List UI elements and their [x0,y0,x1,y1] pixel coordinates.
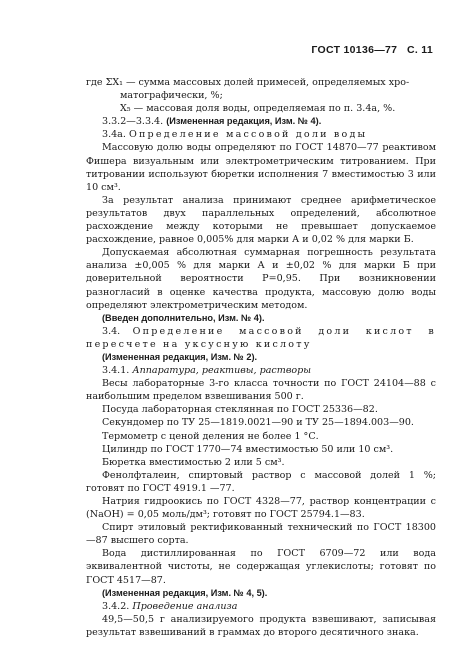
paragraph: Бюретка вместимостью 2 или 5 см³. [102,456,285,468]
section-heading: Определение массовой доли воды [128,129,368,141]
document-body [86,76,436,639]
section-number: 3.3.2—3.3.4. [102,116,167,128]
paragraph: Секундомер по ТУ 25—1819.0021—90 и ТУ 25—1894.003—90. [102,417,414,429]
paragraph [86,128,436,141]
paragraph: Цилиндр по ГОСТ 1770—74 вместимостью 50 или 10 см³. [102,443,394,455]
page-number: С. 11 [406,44,433,56]
paragraph: Фенолфталеин, спиртовый раствор с массовой долей 1 %; готовят по ГОСТ 4919.1 —77. [86,469,436,494]
section-number: 3.4.2. [102,600,133,612]
paragraph: Посуда лабораторная стеклянная по ГОСТ 25336—82. [102,404,378,416]
section-number: 3.4.1. [102,365,133,377]
amendment-note: (Введен дополнительно, Изм. № 4). [102,312,265,323]
paragraph [86,312,436,325]
paragraph [86,600,436,613]
section-number: 3.4. [102,325,133,337]
paragraph: Допускаемая абсолютная суммарная погрешность результата анализа ±0,005 % для марки А и ±0,02 % для марки Б при доверительной вероятности P=0,95. При возникновении разногласий в оценке качества продукта, массовую долю воды определяют электрометрическим методом. [86,247,436,311]
paragraph [86,325,436,351]
paragraph [86,115,436,128]
doc-ref: ГОСТ 10136—77 [311,44,398,56]
subsection-title: Аппаратура, реактивы, растворы [132,365,312,377]
paragraph: Натрия гидроокись по ГОСТ 4328—77, раствор концентрации c (NaOH) = 0,05 моль/дм³; готовят по ГОСТ 25794.1—83. [86,496,436,521]
amendment-note: (Измененная редакция, Изм. № 4). [166,116,322,127]
paragraph [86,587,436,600]
page-header [311,44,433,56]
paragraph: Спирт этиловый ректификованный технический по ГОСТ 18300—87 высшего сорта. [86,522,436,547]
paragraph: X₅ — массовая доля воды, определяемая по п. 3.4а, %. [120,103,396,115]
paragraph: матографически, %; [120,90,223,102]
section-number: 3.4а. [102,129,129,141]
paragraph [86,364,436,377]
paragraph [86,351,436,364]
paragraph: За результат анализа принимают среднее арифметическое результатов двух параллельных определений, абсолютное расхождение между которыми не превышает допускаемое расхождение, равное 0,005% для марки А и 0,02 % для марки Б. [86,194,436,246]
amendment-note: (Измененная редакция, Изм. № 2). [102,351,258,362]
amendment-note: (Измененная редакция, Изм. № 4, 5). [102,587,268,598]
paragraph: где ΣX₁ — сумма массовых долей примесей, определяемых хро- [86,77,410,88]
subsection-title: Проведение анализа [132,600,238,612]
paragraph: Массовую долю воды определяют по ГОСТ 14870—77 реактивом Фишера визуальным или электрометрическим титрованием. При титровании используют бюретки исполнения 7 вместимостью 3 или 10 см³. [86,142,436,193]
paragraph: Вода дистиллированная по ГОСТ 6709—72 или вода эквивалентной чистоты, не содержащая углекислоты; готовят по ГОСТ 4517—87. [86,548,436,586]
paragraph: 49,5—50,5 г анализируемого продукта взвешивают, записывая результат взвешиваний в граммах до второго десятичного знака. [86,613,436,638]
section-heading: Определение массовой доли кислот в пересчете на уксусную кислоту [86,325,436,350]
paragraph: Весы лабораторные 3-го класса точности по ГОСТ 24104—88 с наибольшим пределом взвешивания 500 г. [86,378,436,403]
paragraph: Термометр с ценой деления не более 1 °С. [102,430,319,442]
